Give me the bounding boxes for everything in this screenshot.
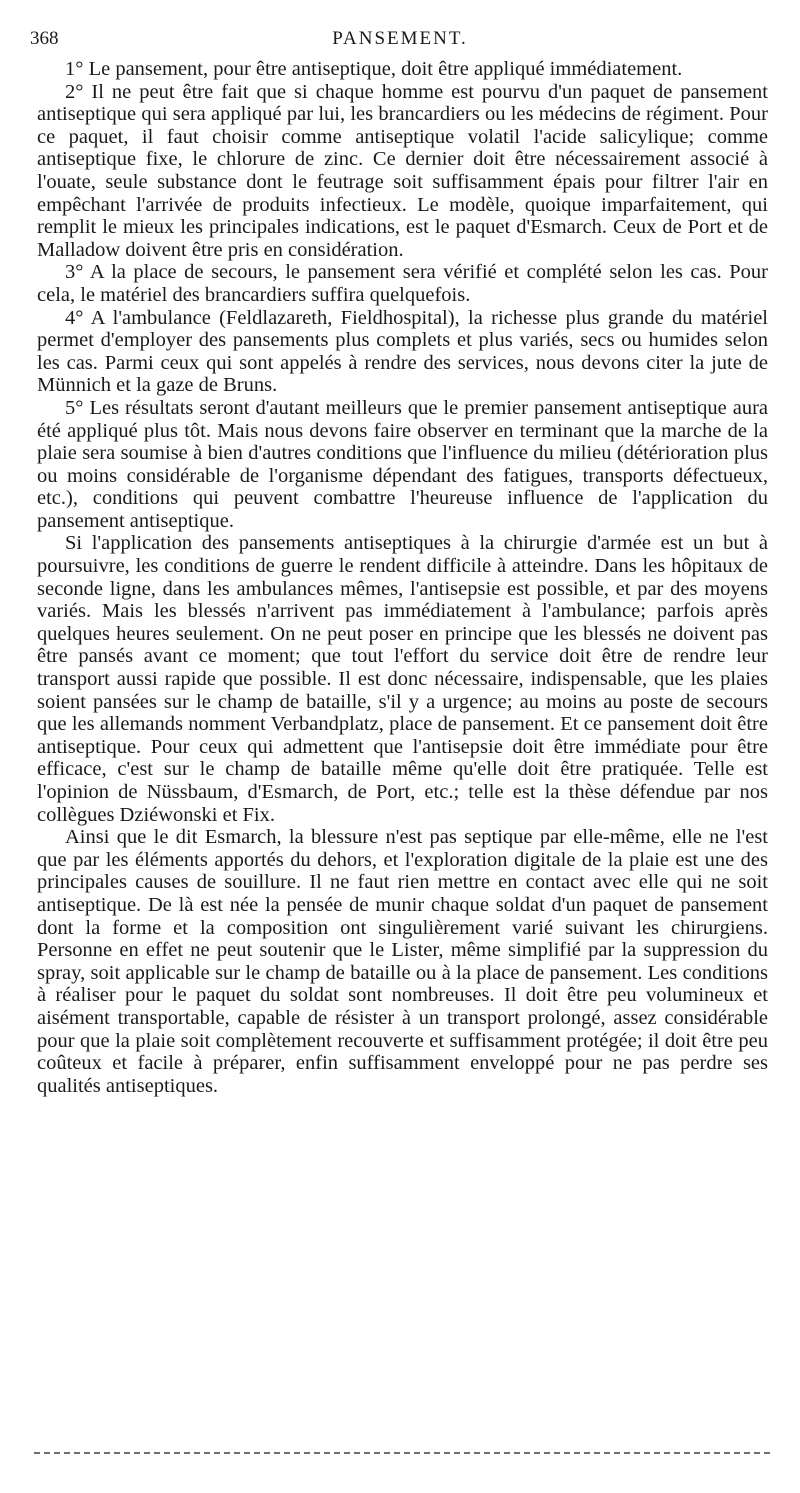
running-head [30,28,770,58]
paragraph-point-4: 4° A l'ambulance (Feldlazareth, Fieldhospital), la richesse plus grande du matériel permet d'employer des pansements plus complets et plus variés, secs ou humides selon les cas. Parmi ceux qui sont appelés à rendre des services, nous devons citer la jute de Münnich et la gaze de Bruns. [37,306,768,397]
footer-dashed-rule [34,1452,770,1454]
text-body [37,58,768,1097]
paragraph-point-3: 3° A la place de secours, le pansement sera vérifié et complété selon les cas. Pour cela, le matériel des brancardiers suffira quelquefois. [37,261,768,306]
paragraph-point-2: 2° Il ne peut être fait que si chaque homme est pourvu d'un paquet de pansement antiseptique qui sera appliqué par lui, les brancardiers ou les médecins de régiment. Pour ce paquet, il faut choisir comme antiseptique volatil l'acide salicylique; comme antiseptique fixe, le chlorure de zinc. Ce dernier doit être nécessairement associé à l'ouate, seule substance dont le feutrage soit suffisamment épais pour filtrer l'air en empêchant l'arrivée de produits infectieux. Le modèle, quoique imparfaitement, qui remplit le mieux les principales indications, est le paquet d'Esmarch. Ceux de Port et de Malladow doivent être pris en considération. [37,80,768,261]
paragraph-esmarch: Ainsi que le dit Esmarch, la blessure n'est pas septique par elle-même, elle ne l'est que par les éléments apportés du dehors, et l'exploration digitale de la plaie est une des principales causes de souillure. Il ne faut rien mettre en contact avec elle qui ne soit antiseptique. De là est née la pensée de munir chaque soldat d'un paquet de pansement dont la forme et la composition ont singulièrement varié suivant les chirurgiens. Personne en effet ne peut soutenir que le Lister, même simplifié par la suppression du spray, soit applicable sur le champ de bataille ou à la place de pansement. Les conditions à réaliser pour le paquet du soldat sont nombreuses. Il doit être peu volumineux et aisément transportable, capable de résister à un transport prolongé, assez considérable pour que la plaie soit complètement recouverte et suffisamment protégée; il doit être peu coûteux et facile à préparer, enfin suffisamment enveloppé pour ne pas perdre ses qualités antiseptiques. [37,826,768,1097]
page-number: 368 [30,28,59,49]
paragraph-point-1: 1° Le pansement, pour être antiseptique, doit être appliqué immédiatement. [65,58,683,80]
paragraph-field-antisepsis: Si l'application des pansements antiseptiques à la chirurgie d'armée est un but à poursuivre, les conditions de guerre le rendent difficile à atteindre. Dans les hôpitaux de seconde ligne, dans les ambulances mêmes, l'antisepsie est possible, et par des moyens variés. Mais les blessés n'arrivent pas immédiatement à l'ambulance; parfois après quelques heures seulement. On ne peut poser en principe que les blessés ne doivent pas être pansés avant ce moment; que tout l'effort du service doit être de rendre leur transport aussi rapide que possible. Il est donc nécessaire, indispensable, que les plaies soient pansées sur le champ de bataille, s'il y a urgence; au moins au poste de secours que les allemands nomment Verbandplatz, place de pansement. Et ce pansement doit être antiseptique. Pour ceux qui admettent que l'antisepsie doit être immédiate pour être efficace, c'est sur le champ de bataille même qu'elle doit être pratiquée. Telle est l'opinion de Nüssbaum, d'Esmarch, de Port, etc.; telle est la thèse défendue par nos collègues Dziéwonski et Fix. [37,532,768,826]
running-title: PANSEMENT. [332,28,468,49]
paragraph-point-5: 5° Les résultats seront d'autant meilleurs que le premier pansement antiseptique aura été appliqué plus tôt. Mais nous devons faire observer en terminant que la marche de la plaie sera soumise à bien d'autres conditions que l'influence du milieu (détérioration plus ou moins considérable de l'organisme dépendant des fatigues, transports défectueux, etc.), conditions qui peuvent combattre l'heureuse influence de l'application du pansement antiseptique. [37,396,768,532]
